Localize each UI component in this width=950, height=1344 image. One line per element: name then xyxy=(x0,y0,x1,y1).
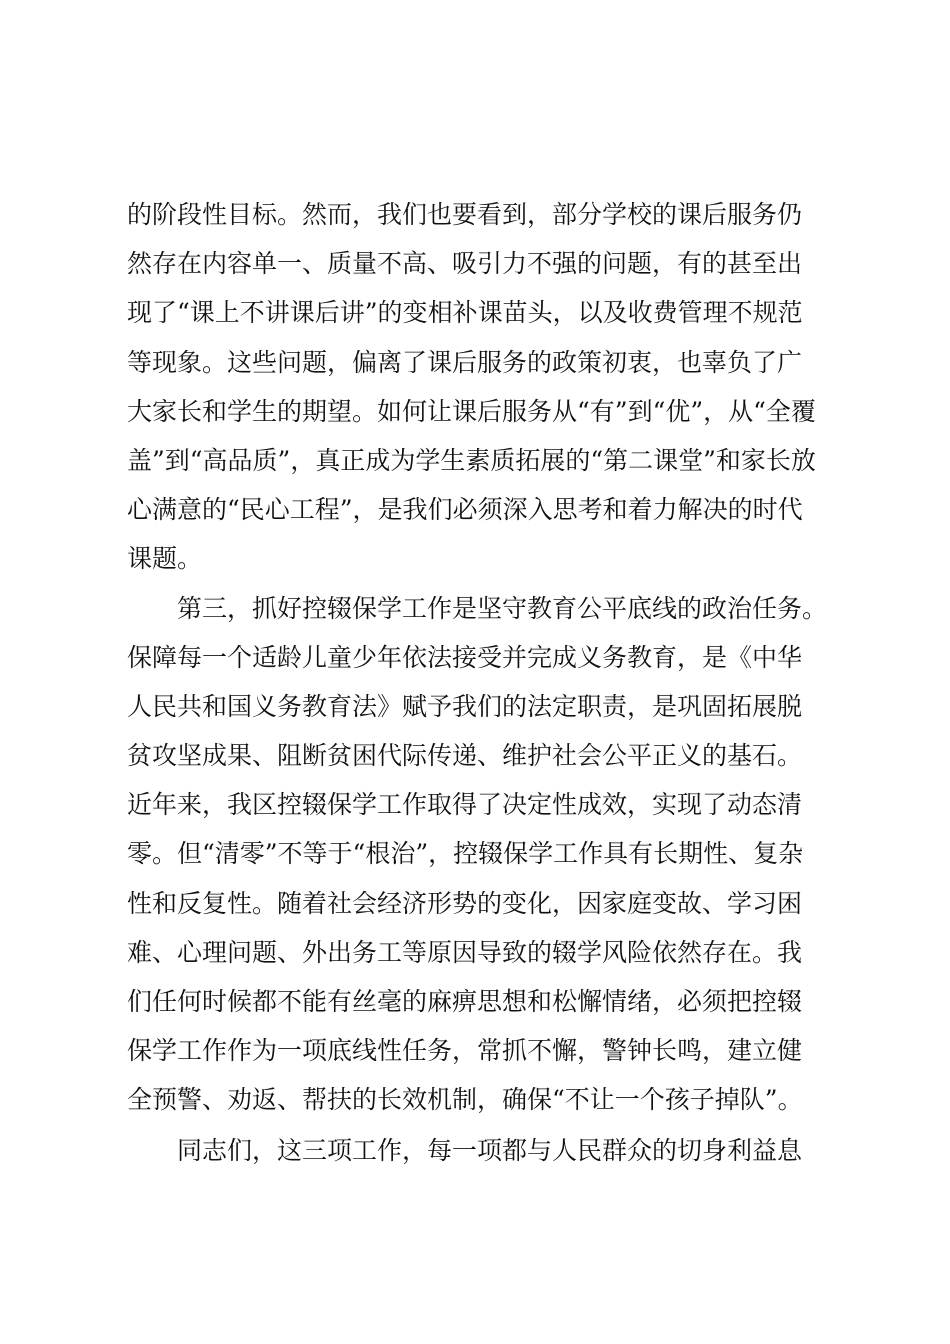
text-line: 贫攻坚成果、阻断贫困代际传递、维护社会公平正义的基石。 xyxy=(127,741,803,771)
document-body xyxy=(127,190,827,1177)
text-line: 近年来，我区控辍保学工作取得了决定性成效，实现了动态清 xyxy=(127,790,803,820)
text-line: 零。但“清零”不等于“根治”，控辍保学工作具有长期性、复杂 xyxy=(127,839,804,869)
text-line: 盖”到“高品质”，真正成为学生素质拓展的“第二课堂”和家长放 xyxy=(127,445,816,475)
paragraph-start-line: 第三，抓好控辍保学工作是坚守教育公平底线的政治任务。 xyxy=(177,593,828,623)
text-line: 然存在内容单一、质量不高、吸引力不强的问题，有的甚至出 xyxy=(127,249,803,279)
text-line: 现了“课上不讲课后讲”的变相补课苗头，以及收费管理不规范 xyxy=(127,298,803,328)
text-line: 们任何时候都不能有丝毫的麻痹思想和松懈情绪，必须把控辍 xyxy=(127,987,803,1016)
text-line: 难、心理问题、外出务工等原因导致的辍学风险依然存在。我 xyxy=(127,937,803,967)
text-line: 保学工作作为一项底线性任务，常抓不懈，警钟长鸣，建立健 xyxy=(127,1036,803,1066)
text-line: 等现象。这些问题，偏离了课后服务的政策初衷，也辜负了广 xyxy=(127,347,803,377)
text-line: 全预警、劝返、帮扶的长效机制，确保“不让一个孩子掉队”。 xyxy=(127,1085,803,1115)
text-line: 课题。 xyxy=(127,544,203,574)
text-line: 人民共和国义务教育法》赋予我们的法定职责，是巩固拓展脱 xyxy=(127,691,803,721)
text-line: 性和反复性。随着社会经济形势的变化，因家庭变故、学习困 xyxy=(127,888,803,918)
text-line: 保障每一个适龄儿童少年依法接受并完成义务教育，是《中华 xyxy=(127,642,803,672)
text-line: 大家长和学生的期望。如何让课后服务从“有”到“优”，从“全覆 xyxy=(127,396,816,426)
text-line: 心满意的“民心工程”，是我们必须深入思考和着力解决的时代 xyxy=(127,495,803,525)
paragraph-start-line: 同志们，这三项工作，每一项都与人民群众的切身利益息 xyxy=(177,1135,803,1165)
text-line: 的阶段性目标。然而，我们也要看到，部分学校的课后服务仍 xyxy=(127,200,803,229)
